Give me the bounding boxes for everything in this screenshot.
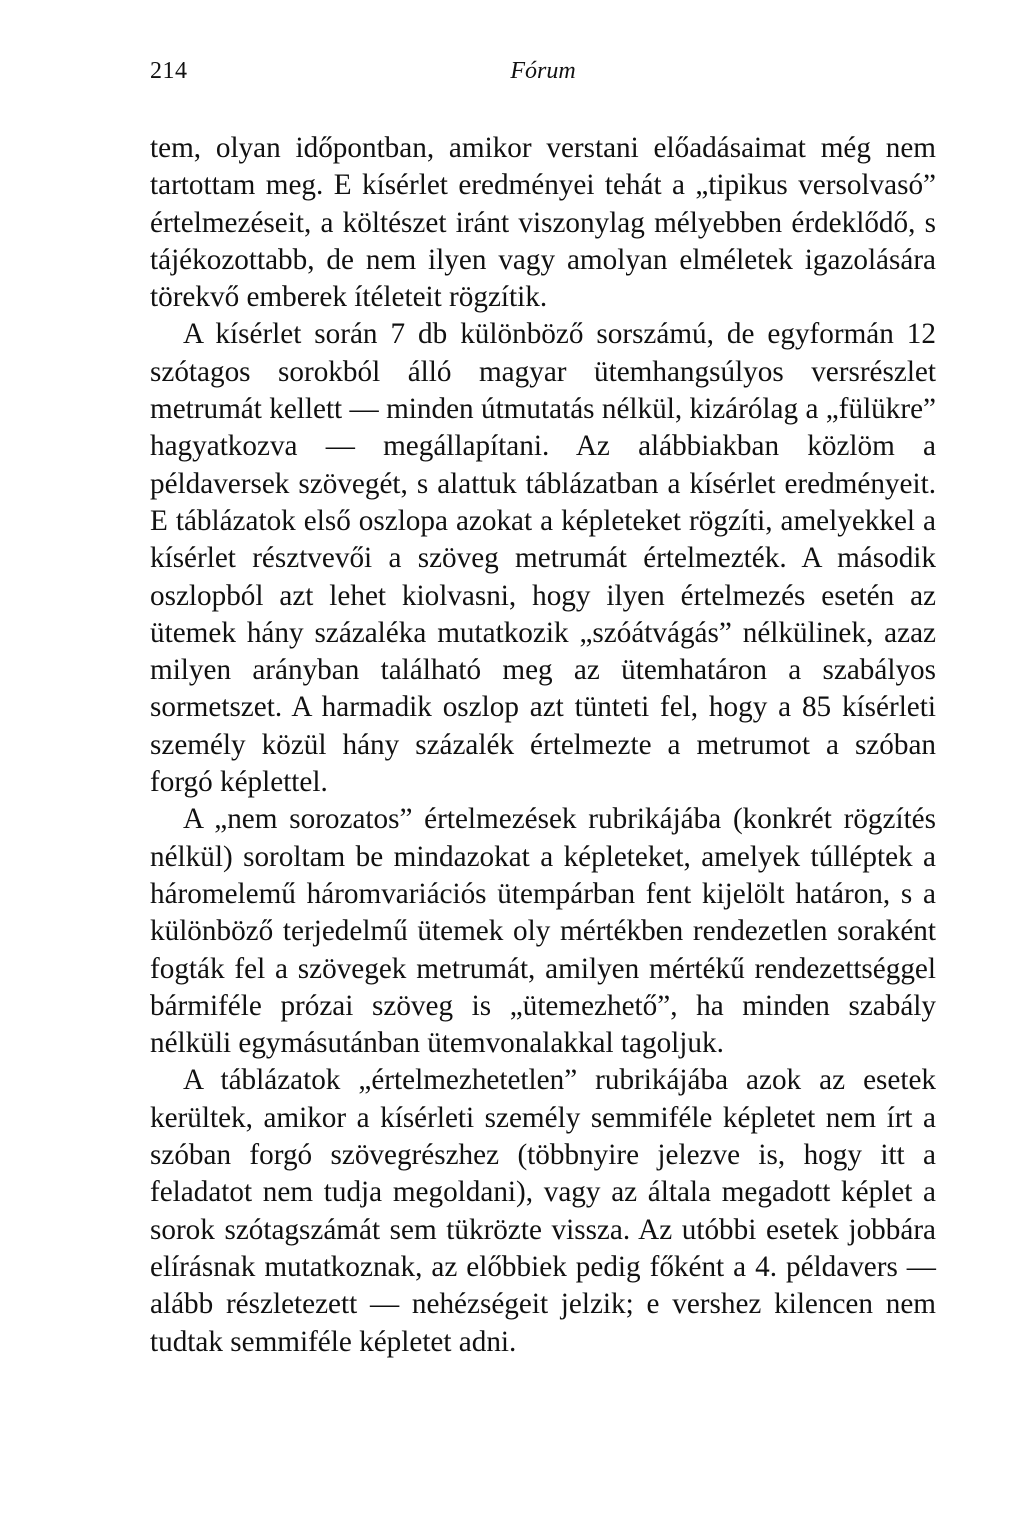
paragraph-1: tem, olyan időpontban, amikor verstani előadásaimat még nem tartottam meg. E kísérlet eredményei tehát a „tipikus versolvasó” értelmezéseit, a költészet iránt viszonylag mélyebben érdeklődő, s tájékozottabb, de nem ilyen vagy amolyan elméletek igazolására törekvő emberek ítéleteit rögzítik. xyxy=(150,132,936,314)
page-header xyxy=(150,58,936,92)
book-page xyxy=(150,58,936,1361)
paragraph-4: A táblázatok „értelmezhetetlen” rubrikájába azok az esetek kerültek, amikor a kísérleti személy semmiféle képletet nem írt a szóban forgó szövegrészhez (többnyire jelezve is, hogy itt a feladatot nem tudja megoldani), vagy az általa megadott képlet a sorok szótagszámát sem tükrözte vissza. Az utóbbi esetek jobbára elírásnak mutatkoznak, az előbbiek pedig főként a 4. példavers — alább részletezett — nehézségeit jelzik; e vershez kilencen nem tudtak semmiféle képletet adni. xyxy=(150,1064,936,1358)
paragraph-2: A kísérlet során 7 db különböző sorszámú, de egyformán 12 szótagos sorokból álló magyar ütemhangsúlyos versrészlet metrumát kellett — minden útmutatás nélkül, kizárólag a „fülükre” hagyatkozva — megállapítani. Az alábbiakban közlöm a példaversek szövegét, s alattuk táblázatban a kísérlet eredményeit. E táblázatok első oszlopa azokat a képleteket rögzíti, amelyekkel a kísérlet résztvevői a szöveg metrumát értelmezték. A második oszlopból azt lehet kiolvasni, hogy ilyen értelmezés esetén az ütemek hány százaléka mutatkozik „szóátvágás” nélkülinek, azaz milyen arányban található meg az ütemhatáron a szabályos sormetszet. A harmadik oszlop azt tünteti fel, hogy a 85 kísérleti személy közül hány százalék értelmezte a metrumot a szóban forgó képlettel. xyxy=(150,318,936,799)
page-number: 214 xyxy=(150,58,188,84)
body-text xyxy=(150,130,936,1361)
running-title: Fórum xyxy=(510,58,576,84)
paragraph-3: A „nem sorozatos” értelmezések rubrikájába (konkrét rögzítés nélkül) soroltam be mindazokat a képleteket, amelyek túlléptek a háromelemű háromvariációs ütempárban fent kijelölt határon, s a különböző terjedelmű ütemek oly mértékben rendezetlen soraként fogták fel a szövegek metrumát, amilyen mértékű rendezettséggel bármiféle prózai szöveg is „ütemezhető”, ha minden szabály nélküli egymásutánban ütemvonalakkal tagoljuk. xyxy=(150,803,936,1060)
